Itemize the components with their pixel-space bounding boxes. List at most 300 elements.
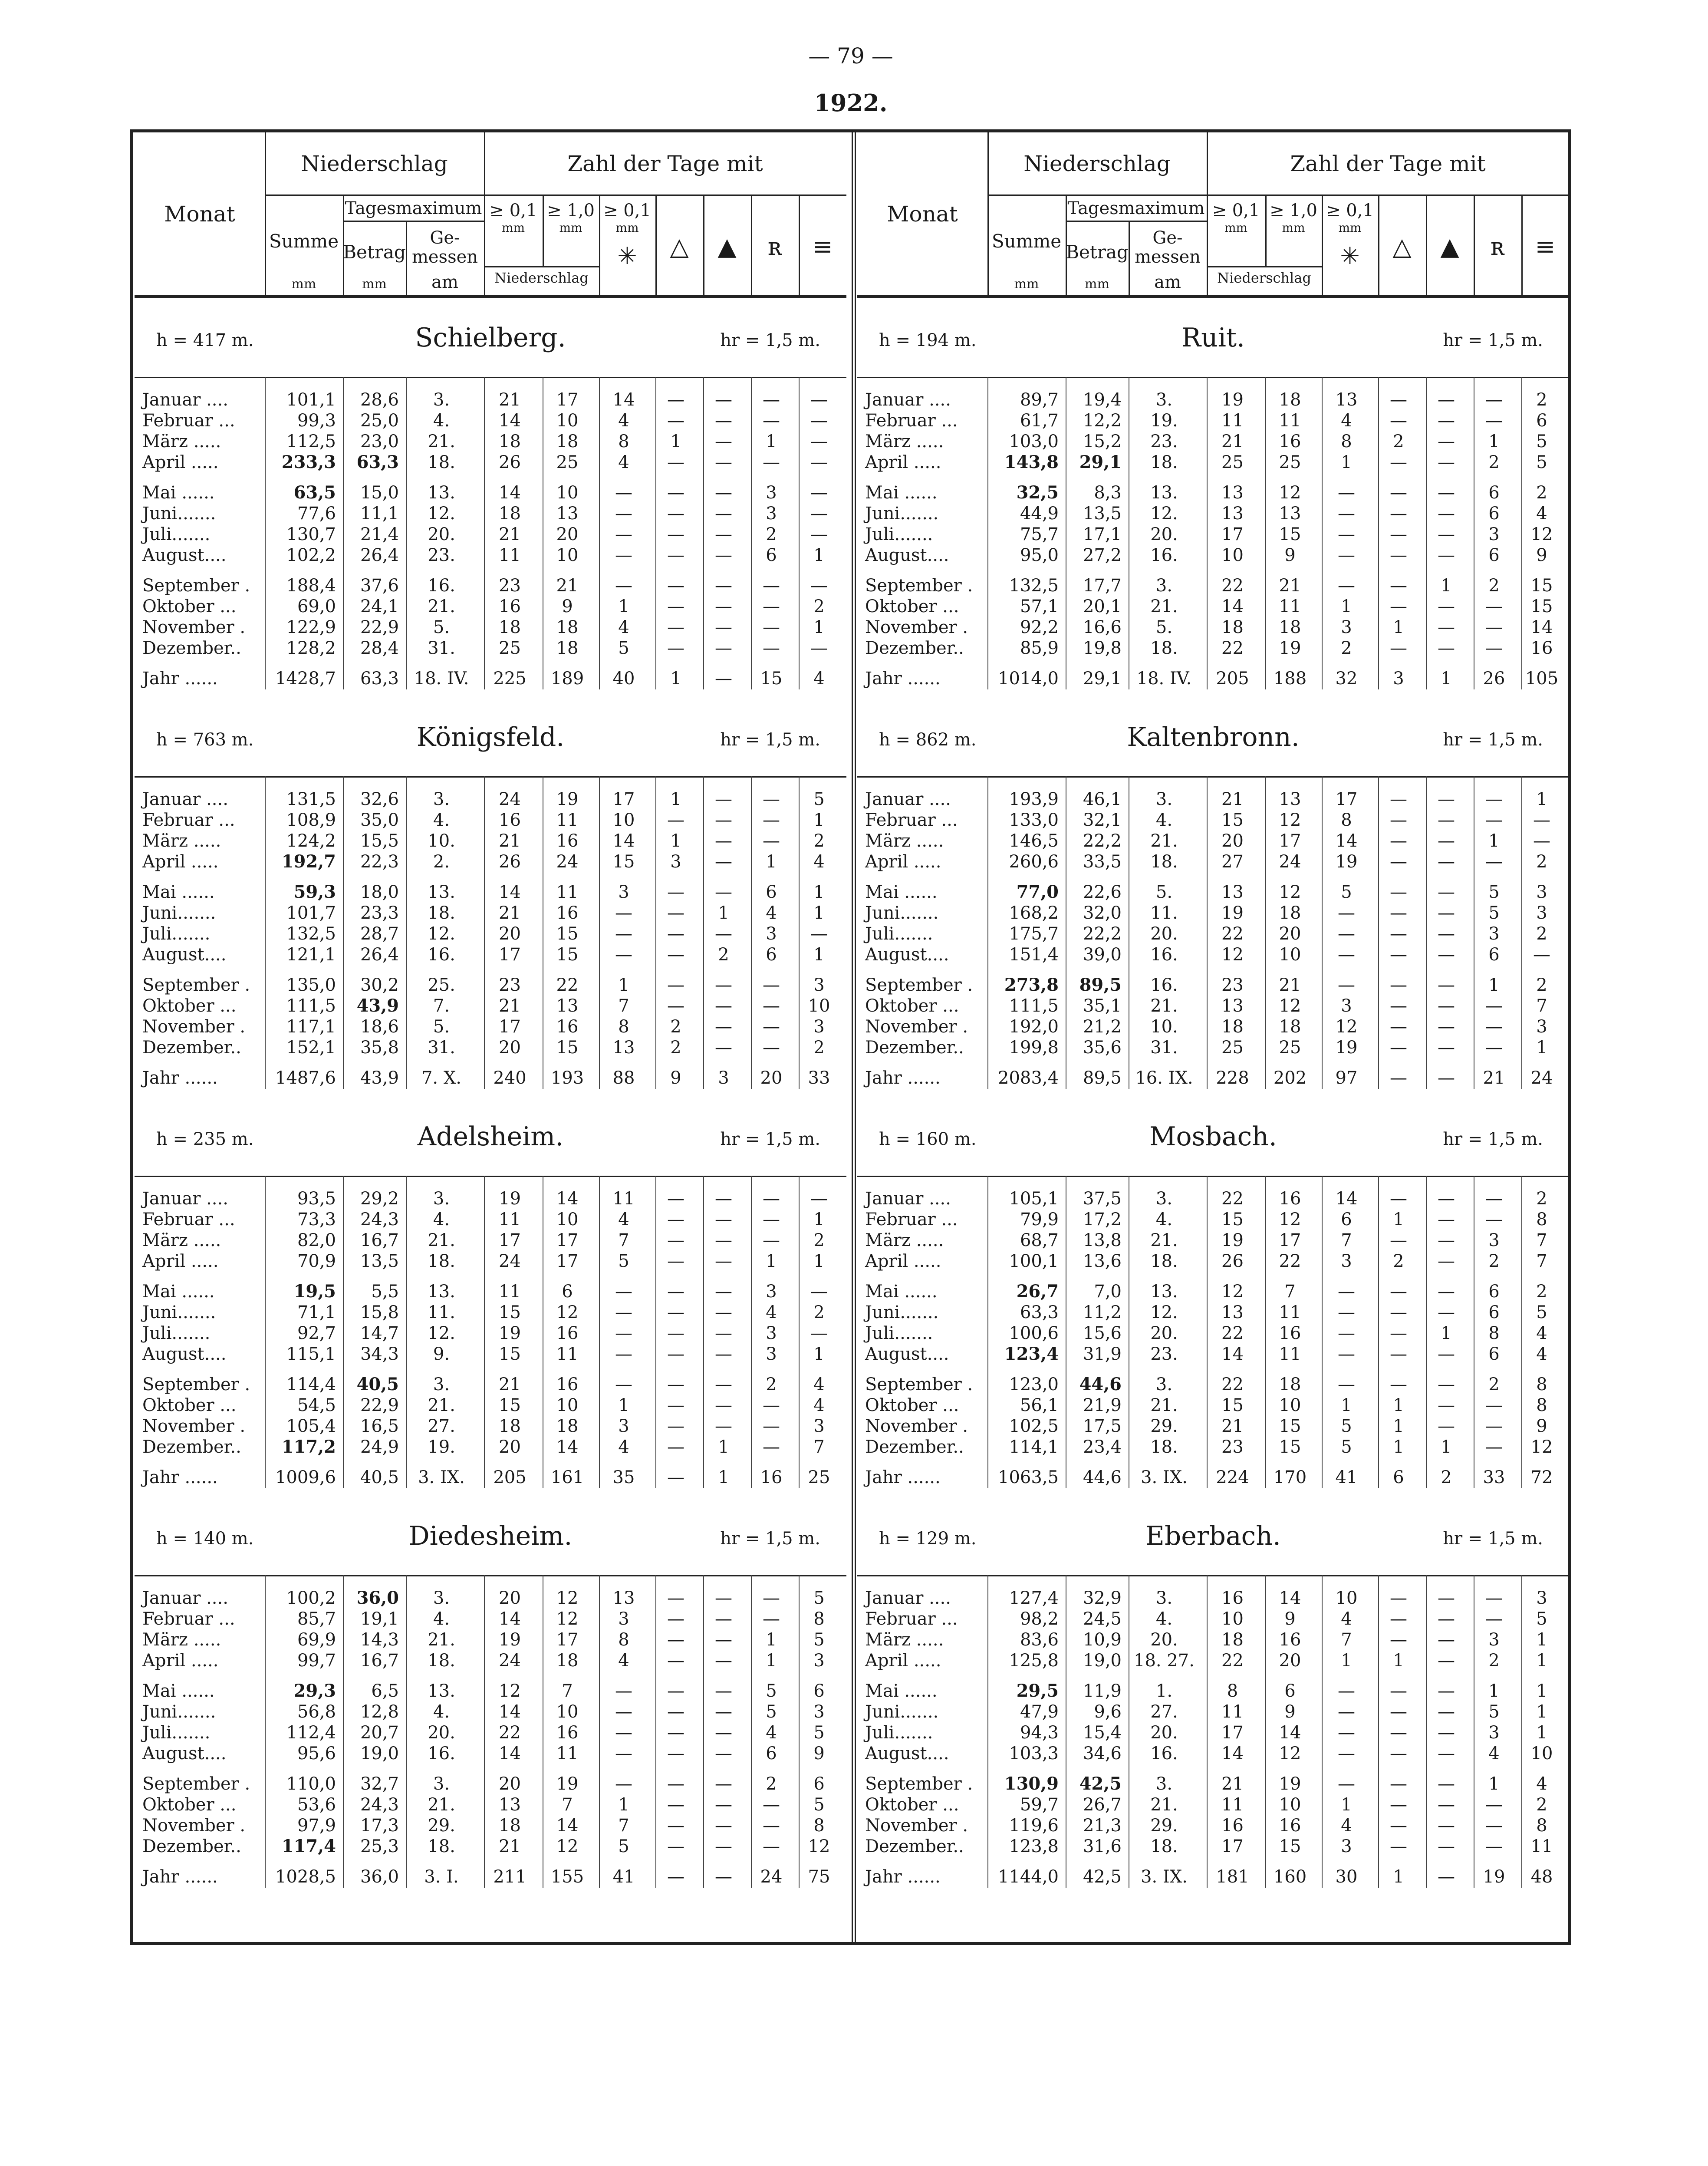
- table-cell: 6: [813, 1681, 825, 1701]
- table-cell: 18.: [428, 1651, 455, 1671]
- year-heading: 1922.: [814, 89, 888, 117]
- table-cell: 21: [499, 1375, 521, 1395]
- table-row: [857, 452, 1569, 472]
- table-cell: 192,7: [281, 851, 336, 872]
- table-row: [135, 1416, 846, 1436]
- table-cell: 17: [1279, 831, 1301, 851]
- table-cell: 15: [556, 1038, 579, 1058]
- station-height: h = 194 m.: [879, 330, 977, 350]
- table-cell: 21: [499, 390, 521, 410]
- table-cell: —: [715, 483, 732, 503]
- table-cell: 22,9: [360, 617, 399, 637]
- table-cell: 16. IX.: [1135, 1068, 1193, 1088]
- table-row: [857, 1681, 1569, 1701]
- table-cell: 100,6: [1009, 1323, 1059, 1343]
- table-cell: 77,6: [297, 504, 336, 524]
- month-label: Juni.......: [865, 1702, 939, 1722]
- tagesmaximum-header: Tagesmaximum: [345, 198, 482, 218]
- table-cell: 7: [618, 1230, 629, 1250]
- month-label: März .....: [142, 432, 221, 452]
- betrag-header: Betrag: [1066, 241, 1129, 263]
- section-rule: [857, 776, 1569, 778]
- table-row: [857, 1774, 1569, 1794]
- table-cell: 13: [1335, 390, 1358, 410]
- table-cell: 4.: [433, 810, 450, 830]
- table-cell: 20: [1221, 831, 1244, 851]
- table-cell: —: [1438, 1210, 1455, 1230]
- unit-mm: mm: [1014, 277, 1039, 292]
- table-cell: 10: [1279, 1395, 1301, 1415]
- table-cell: —: [1485, 1038, 1503, 1058]
- table-cell: 20.: [1150, 524, 1178, 544]
- right-table: [857, 129, 1569, 1945]
- table-cell: 23: [499, 975, 521, 995]
- table-cell: 18.: [1150, 1836, 1178, 1856]
- table-cell: 21: [1221, 789, 1244, 809]
- table-cell: 53,6: [297, 1795, 336, 1815]
- table-row: [135, 1189, 846, 1209]
- table-cell: 23.: [428, 545, 455, 565]
- table-cell: 18.: [428, 1836, 455, 1856]
- table-cell: 260,6: [1009, 852, 1059, 872]
- table-cell: —: [615, 1344, 632, 1364]
- table-cell: 20: [556, 524, 579, 544]
- table-cell: 8: [1227, 1681, 1238, 1701]
- table-cell: 3.: [433, 789, 450, 809]
- table-row: [857, 1630, 1569, 1650]
- section-rule: [857, 1575, 1569, 1576]
- table-cell: 14: [499, 1609, 521, 1629]
- table-cell: 16: [556, 903, 579, 923]
- ge10-header: ≥ 1,0: [547, 201, 595, 221]
- table-cell: 59,7: [1020, 1795, 1059, 1815]
- table-cell: 12: [1279, 1744, 1301, 1764]
- station-instrument-height: hr = 1,5 m.: [1443, 730, 1543, 750]
- table-cell: 4: [618, 1437, 629, 1457]
- table-cell: —: [1390, 1681, 1407, 1701]
- table-cell: —: [763, 1189, 780, 1209]
- table-row: [857, 1795, 1569, 1815]
- table-cell: 13.: [1150, 483, 1178, 503]
- table-row: [857, 669, 1569, 689]
- table-cell: 21: [499, 1836, 521, 1856]
- table-row: [135, 1774, 846, 1794]
- table-cell: 12: [1279, 1210, 1301, 1230]
- table-cell: —: [715, 1189, 732, 1209]
- table-cell: 24,3: [360, 1210, 399, 1230]
- table-cell: 3: [1393, 669, 1404, 689]
- tagesmaximum-header: Tagesmaximum: [1067, 198, 1205, 218]
- table-cell: 18: [1221, 1630, 1244, 1650]
- section-rule: [135, 377, 846, 378]
- table-cell: 79,9: [1020, 1210, 1059, 1230]
- table-cell: 19,8: [1083, 638, 1122, 658]
- table-cell: 89,5: [1079, 975, 1122, 995]
- table-cell: 7. X.: [421, 1068, 462, 1088]
- table-cell: 188,4: [286, 576, 336, 596]
- table-cell: 13: [1279, 504, 1301, 524]
- table-cell: —: [1390, 1795, 1407, 1815]
- table-cell: —: [1338, 903, 1355, 923]
- table-cell: —: [1485, 1395, 1503, 1415]
- table-cell: 199,8: [1009, 1038, 1059, 1058]
- month-label: September .: [865, 576, 973, 596]
- table-cell: 31.: [428, 638, 455, 658]
- table-row: [135, 504, 846, 524]
- table-cell: 19: [499, 1323, 521, 1343]
- table-cell: —: [1438, 852, 1455, 872]
- table-cell: 23: [499, 576, 521, 596]
- table-cell: 18: [1279, 1017, 1301, 1037]
- table-cell: 11.: [1150, 903, 1178, 923]
- table-cell: —: [1485, 1588, 1503, 1608]
- table-cell: 4: [618, 617, 629, 637]
- table-cell: —: [1438, 1416, 1455, 1436]
- table-row: [857, 390, 1569, 410]
- table-cell: —: [715, 831, 732, 851]
- table-cell: —: [1485, 597, 1503, 617]
- month-label: Dezember..: [142, 638, 241, 658]
- table-cell: 161: [550, 1467, 584, 1487]
- table-cell: 3.: [1155, 1189, 1173, 1209]
- table-cell: 14: [1335, 1189, 1358, 1209]
- table-cell: 25,3: [360, 1836, 399, 1856]
- month-label: April .....: [865, 1251, 941, 1271]
- table-cell: —: [763, 831, 780, 851]
- table-cell: 27,2: [1083, 545, 1122, 565]
- table-cell: —: [667, 597, 685, 617]
- table-cell: 28,4: [360, 638, 399, 658]
- table-cell: 40: [612, 669, 635, 689]
- table-cell: —: [615, 1774, 632, 1794]
- table-cell: 3: [766, 504, 777, 524]
- table-cell: 5.: [433, 1017, 450, 1037]
- table-cell: —: [715, 638, 732, 658]
- table-cell: —: [667, 1437, 685, 1457]
- month-label: Oktober ...: [142, 597, 237, 617]
- table-cell: —: [1438, 1395, 1455, 1415]
- table-cell: 2: [1488, 1251, 1500, 1271]
- table-cell: 102,2: [286, 545, 336, 565]
- table-cell: 1: [1441, 1437, 1452, 1457]
- table-cell: 4: [618, 411, 629, 431]
- table-cell: 15: [760, 669, 783, 689]
- table-cell: 7: [1341, 1630, 1352, 1650]
- table-cell: 33,5: [1083, 852, 1122, 872]
- table-cell: —: [667, 1651, 685, 1671]
- unit-mm: mm: [1224, 221, 1248, 235]
- table-cell: —: [1338, 1744, 1355, 1764]
- table-cell: 5,5: [371, 1282, 399, 1302]
- table-cell: 44,9: [1020, 504, 1059, 524]
- table-cell: 2: [766, 1774, 777, 1794]
- table-cell: 14: [1335, 831, 1358, 851]
- month-label: Februar ...: [142, 1609, 235, 1629]
- table-cell: 20: [1279, 1651, 1301, 1671]
- table-cell: 4: [618, 1210, 629, 1230]
- table-cell: 1: [1536, 1702, 1547, 1722]
- station-section: [857, 1503, 1569, 1903]
- table-cell: 21: [556, 576, 579, 596]
- table-cell: 10: [556, 545, 579, 565]
- table-cell: 2: [1536, 1189, 1547, 1209]
- table-cell: 100,2: [286, 1588, 336, 1608]
- table-cell: 1: [1488, 1681, 1500, 1701]
- table-cell: 25: [808, 1467, 830, 1487]
- month-label: Juni.......: [142, 504, 216, 524]
- table-cell: 1: [1341, 1651, 1352, 1671]
- table-cell: 63,3: [356, 452, 399, 472]
- month-label: Januar ....: [142, 789, 228, 809]
- table-cell: 14: [499, 1744, 521, 1764]
- table-cell: 5: [1341, 1416, 1352, 1436]
- table-cell: 31,9: [1083, 1344, 1122, 1364]
- table-cell: —: [1485, 1836, 1503, 1856]
- table-cell: —: [667, 411, 685, 431]
- table-cell: 110,0: [286, 1774, 336, 1794]
- month-label: Januar ....: [142, 1189, 228, 1209]
- table-cell: 2: [1393, 432, 1404, 452]
- table-cell: —: [1338, 975, 1355, 995]
- table-cell: 16.: [428, 576, 455, 596]
- niederschlag-small-header: Niederschlag: [1217, 270, 1311, 286]
- table-cell: 15,8: [360, 1302, 399, 1322]
- month-label: Juni.......: [142, 1302, 216, 1322]
- table-cell: —: [615, 504, 632, 524]
- month-label: September .: [865, 1774, 973, 1794]
- table-cell: 1: [1441, 1323, 1452, 1343]
- table-cell: 10: [1335, 1588, 1358, 1608]
- gemessen-header: Ge-messen: [411, 228, 478, 267]
- month-label: Oktober ...: [865, 996, 959, 1016]
- month-label: Juli.......: [865, 924, 933, 944]
- ge01-header: ≥ 0,1: [1212, 201, 1260, 221]
- table-cell: 3.: [1155, 789, 1173, 809]
- table-cell: 1: [1393, 1651, 1404, 1671]
- month-label: Februar ...: [865, 810, 958, 830]
- table-cell: 43,9: [360, 1068, 399, 1088]
- month-label: Februar ...: [142, 411, 235, 431]
- table-cell: —: [615, 1302, 632, 1322]
- header-rule: [1066, 221, 1207, 222]
- table-cell: 112,5: [286, 432, 336, 452]
- table-cell: 40,5: [356, 1374, 399, 1395]
- table-cell: 10: [556, 1702, 579, 1722]
- table-cell: 16.: [1150, 1744, 1178, 1764]
- table-row: [857, 1068, 1569, 1088]
- table-cell: 33: [1483, 1467, 1505, 1487]
- table-cell: 14,7: [360, 1323, 399, 1343]
- station-height: h = 862 m.: [879, 730, 977, 750]
- table-cell: 3.: [433, 1189, 450, 1209]
- table-cell: 21.: [428, 1395, 455, 1415]
- table-cell: —: [763, 1230, 780, 1250]
- table-cell: 160: [1273, 1867, 1307, 1887]
- header-bottom-rule: [857, 295, 1569, 298]
- table-cell: 2: [1536, 924, 1547, 944]
- table-cell: 15,5: [360, 831, 399, 851]
- table-cell: 6: [1488, 1344, 1500, 1364]
- table-cell: —: [1438, 1068, 1455, 1088]
- table-cell: —: [1438, 1189, 1455, 1209]
- table-cell: 29.: [428, 1816, 455, 1836]
- month-label: Dezember..: [865, 638, 964, 658]
- table-cell: 31,6: [1083, 1836, 1122, 1856]
- table-cell: 121,1: [286, 945, 336, 965]
- table-cell: 32,0: [1083, 903, 1122, 923]
- table-cell: 25,0: [360, 411, 399, 431]
- table-cell: 18.: [428, 1251, 455, 1271]
- table-cell: —: [1390, 576, 1407, 596]
- unit-mm: mm: [559, 221, 582, 235]
- table-cell: 12.: [428, 504, 455, 524]
- table-row: [135, 1210, 846, 1230]
- month-label: März .....: [142, 1630, 221, 1650]
- table-cell: 3. I.: [424, 1867, 459, 1887]
- table-cell: —: [667, 1681, 685, 1701]
- table-cell: —: [615, 483, 632, 503]
- table-cell: 4.: [433, 1609, 450, 1629]
- table-cell: 8,3: [1094, 483, 1122, 503]
- table-cell: —: [1533, 810, 1550, 830]
- table-cell: 3: [1536, 903, 1547, 923]
- table-cell: 11: [1279, 1344, 1301, 1364]
- table-cell: 26: [1221, 1251, 1244, 1271]
- table-cell: 24: [499, 1651, 521, 1671]
- table-cell: 193: [550, 1068, 584, 1088]
- table-cell: 24,3: [360, 1795, 399, 1815]
- table-cell: 12: [1530, 1437, 1553, 1457]
- table-row: [135, 1609, 846, 1629]
- table-cell: —: [715, 411, 732, 431]
- table-cell: 16: [1279, 432, 1301, 452]
- table-cell: 21.: [1150, 1795, 1178, 1815]
- table-cell: —: [1338, 1702, 1355, 1722]
- table-cell: 17: [556, 1230, 579, 1250]
- betrag-header: Betrag: [343, 241, 406, 263]
- table-cell: 122,9: [286, 617, 336, 637]
- table-cell: —: [667, 1867, 685, 1887]
- table-cell: —: [667, 996, 685, 1016]
- table-cell: 17: [499, 945, 521, 965]
- table-cell: —: [615, 576, 632, 596]
- table-cell: 29.: [1150, 1416, 1178, 1436]
- table-cell: 18: [556, 617, 579, 637]
- month-label: Februar ...: [865, 411, 958, 431]
- table-cell: —: [667, 903, 685, 923]
- table-cell: 56,8: [297, 1702, 336, 1722]
- table-row: [857, 1588, 1569, 1608]
- table-cell: 16: [1279, 1323, 1301, 1343]
- table-cell: 18: [499, 1816, 521, 1836]
- table-cell: 17: [556, 1251, 579, 1271]
- table-cell: —: [1338, 1323, 1355, 1343]
- table-cell: —: [715, 1867, 732, 1887]
- table-cell: 9: [670, 1068, 681, 1088]
- table-cell: 23,0: [360, 432, 399, 452]
- table-row: [857, 617, 1569, 637]
- table-row: [135, 1344, 846, 1364]
- table-cell: 21.: [1150, 597, 1178, 617]
- table-row: [857, 1609, 1569, 1629]
- table-cell: 1144,0: [998, 1867, 1059, 1887]
- table-cell: 9: [1284, 545, 1296, 565]
- table-row: [857, 1867, 1569, 1887]
- table-cell: 5.: [1155, 882, 1173, 902]
- table-cell: 240: [493, 1068, 527, 1088]
- table-cell: 17: [556, 390, 579, 410]
- table-cell: 103,0: [1009, 432, 1059, 452]
- table-cell: 29,1: [1083, 669, 1122, 689]
- month-label: August....: [142, 945, 227, 965]
- table-cell: —: [715, 1795, 732, 1815]
- table-cell: —: [1438, 1251, 1455, 1271]
- table-cell: —: [763, 411, 780, 431]
- table-cell: 16,7: [360, 1230, 399, 1250]
- table-cell: 3: [813, 1702, 825, 1722]
- table-cell: —: [1438, 638, 1455, 658]
- month-label: Jahr ......: [142, 1467, 218, 1487]
- table-cell: 9: [1536, 545, 1547, 565]
- table-cell: 233,3: [281, 452, 336, 472]
- niederschlag-header: Niederschlag: [301, 151, 448, 176]
- table-cell: 32,5: [1016, 482, 1059, 503]
- table-cell: 4: [1488, 1744, 1500, 1764]
- table-cell: —: [810, 576, 828, 596]
- table-row: [857, 810, 1569, 830]
- table-cell: 16: [1279, 1189, 1301, 1209]
- table-cell: 21,9: [1083, 1395, 1122, 1415]
- table-cell: 2: [813, 597, 825, 617]
- table-cell: 22,2: [1083, 831, 1122, 851]
- table-row: [135, 1723, 846, 1743]
- table-cell: 155: [550, 1867, 584, 1887]
- table-cell: 18. IV.: [1136, 669, 1192, 689]
- table-cell: 211: [493, 1867, 527, 1887]
- table-cell: —: [715, 1302, 732, 1322]
- table-cell: 22: [556, 975, 579, 995]
- table-row: [135, 1795, 846, 1815]
- table-cell: 69,0: [297, 597, 336, 617]
- table-cell: 4.: [1155, 1609, 1173, 1629]
- table-cell: 1063,5: [998, 1467, 1059, 1487]
- table-row: [135, 411, 846, 431]
- table-cell: —: [1390, 452, 1407, 472]
- table-cell: 35,0: [360, 810, 399, 830]
- table-cell: 10: [808, 996, 830, 1016]
- table-row: [135, 597, 846, 617]
- month-label: Mai ......: [142, 483, 215, 503]
- table-cell: —: [667, 1282, 685, 1302]
- table-cell: 7: [1536, 1230, 1547, 1250]
- table-cell: 18.: [1150, 638, 1178, 658]
- table-cell: 6: [1536, 411, 1547, 431]
- table-row: [135, 1816, 846, 1836]
- table-cell: 17,5: [1083, 1416, 1122, 1436]
- zahl-der-tage-header: Zahl der Tage mit: [1290, 151, 1486, 176]
- table-cell: —: [1390, 1375, 1407, 1395]
- table-cell: 25: [1221, 1038, 1244, 1058]
- table-cell: —: [1390, 1230, 1407, 1250]
- table-cell: 18,0: [360, 882, 399, 902]
- table-cell: 20: [499, 1038, 521, 1058]
- station-height: h = 763 m.: [156, 730, 254, 750]
- table-cell: 10.: [1150, 1017, 1178, 1037]
- table-cell: —: [763, 452, 780, 472]
- table-cell: 1: [766, 1651, 777, 1671]
- table-cell: —: [1438, 1230, 1455, 1250]
- table-cell: 26,4: [360, 945, 399, 965]
